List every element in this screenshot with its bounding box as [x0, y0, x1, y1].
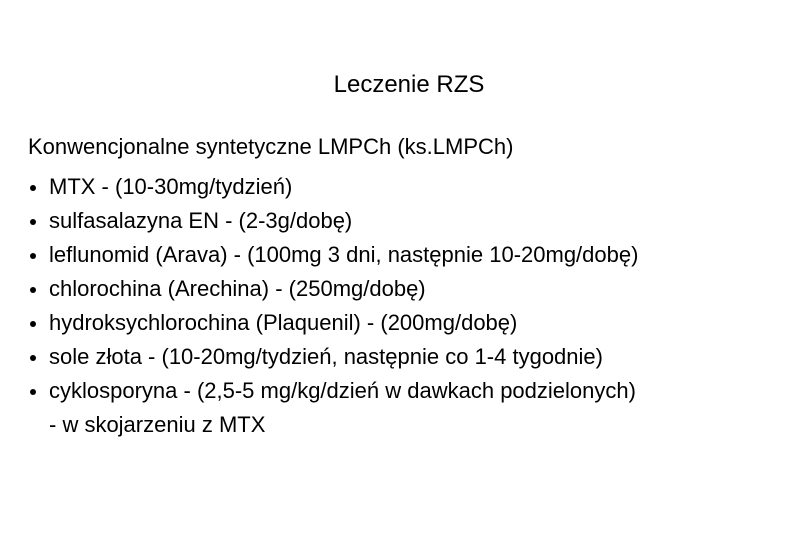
- bullet-icon: [30, 355, 36, 361]
- slide-title: Leczenie RZS: [333, 71, 485, 98]
- list-item-cyklosporyna: [0, 374, 638, 442]
- list-item-mtx: [0, 170, 638, 204]
- list-item-text: MTX - (10-30mg/tydzień): [49, 174, 293, 199]
- bullet-icon: [30, 253, 36, 259]
- list-item-chlorochina: [0, 272, 638, 306]
- list-item-text: sole złota - (10-20mg/tydzień, następnie co 1-4 tygodnie): [49, 344, 603, 369]
- bullet-icon: [30, 185, 36, 191]
- section-heading: Konwencjonalne syntetyczne LMPCh (ks.LMPCh): [28, 134, 514, 159]
- bullet-icon: [30, 219, 36, 225]
- bullet-icon: [30, 389, 36, 395]
- list-item-continuation: - w skojarzeniu z MTX: [49, 412, 266, 437]
- list-item-sulfasalazyna: [0, 204, 638, 238]
- list-item-hydroksychlorochina: [0, 306, 638, 340]
- treatment-list: [0, 170, 638, 442]
- list-item-text: hydroksychlorochina (Plaquenil) - (200mg/dobę): [49, 310, 518, 335]
- list-item-text: leflunomid (Arava) - (100mg 3 dni, następnie 10-20mg/dobę): [49, 242, 639, 267]
- list-item-sole-zlota: [0, 340, 638, 374]
- list-item-leflunomid: [0, 238, 638, 272]
- list-item-text: cyklosporyna - (2,5-5 mg/kg/dzień w dawkach podzielonych): [49, 378, 636, 403]
- bullet-icon: [30, 321, 36, 327]
- list-item-text: chlorochina (Arechina) - (250mg/dobę): [49, 276, 426, 301]
- bullet-icon: [30, 287, 36, 293]
- list-item-text: sulfasalazyna EN - (2-3g/dobę): [49, 208, 353, 233]
